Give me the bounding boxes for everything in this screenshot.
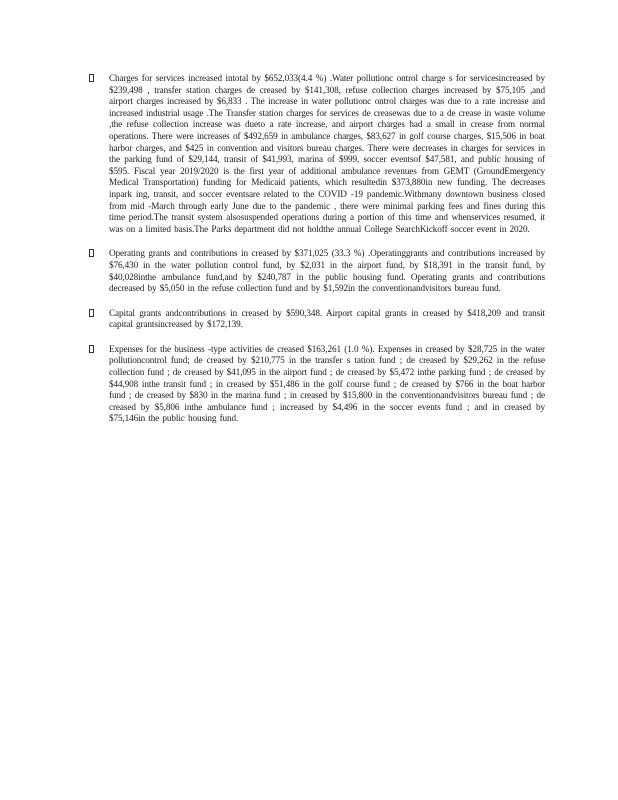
bullet-item-charges-for-services xyxy=(90,73,545,235)
bullet-marker-icon xyxy=(89,345,94,353)
paragraph-capital-grants: Capital grants andcontributions in creased by $590,348. Airport capital grants in creased by $418,209 and transit capital grantsincreased by $172,139. xyxy=(109,307,545,330)
bullet-list xyxy=(90,73,545,438)
bullet-item-operating-grants xyxy=(90,248,545,294)
bullet-item-expenses xyxy=(90,344,545,425)
bullet-item-capital-grants xyxy=(90,308,545,331)
bullet-marker-icon xyxy=(89,249,94,257)
paragraph-operating-grants: Operating grants and contributions in creased by $371,025 (33.3 %) .Operatinggrants and contributions increased by $76,430 in the water pollution control fund, by $2,031 in the airport fund, by $18,391 in the transit fund, by $40,028inthe ambulance fund,and by $240,787 in the public housing fund. Operating grants and contributions decreased by $5,050 in the refuse collection fund and by $1,592in the conventionandvisitors bureau fund. xyxy=(109,248,545,294)
paragraph-expenses: Expenses for the business -type activities de creased $163,261 (1.0 %). Expenses in creased by $28,725 in the water pollutioncontrol fund; de creased by $210,775 in the transfer s tation fund ; de creased by $29,262 in the refuse collection fund ; de creased by $41,095 in the airport fund ; de creased by $5,472 inthe parking fund ; de creased by $44,908 inthe transit fund ; in creased by $51,486 in the golf course fund ; de creased by $766 in the boat harbor fund ; de creased by $830 in the marina fund ; in creased by $15,800 in the conventionandvisitors bureau fund ; de creased by $5,806 inthe ambulance fund ; increased by $4,496 in the soccer events fund ; and in creased by $75,146in the public housing fund. xyxy=(109,343,545,424)
bullet-marker-icon xyxy=(89,74,94,82)
paragraph-charges-for-services: Charges for services increased intotal by $652,033(4.4 %) .Water pollutionc ontrol charge s for servicesincreased by $239,498 , transfer station charges de creased by $141,308, refuse collection charges increased by $75,105 ,and airport charges increased by $6,833 . The increase in water pollutionc ontrol charges was due to a rate increase and increased industrial usage .The Transfer station charges for services de creasewas due to a de crease in waste volume ,the refuse collection increase was dueto a rate increase, and airport charges had a small in crease from normal operations. There were increases of $492,659 in ambulance charges, $83,627 in golf course charges, $15,506 in boat harbor charges, and $425 in convention and visitors bureau charges. There were decreases in charges for services in the parking fund of $29,144, transit of $41,993, marina of $999, soccer eventsof $47,581, and public housing of $595. Fiscal year 2019/2020 is the first year of additional ambulance revenues from GEMT (GroundEmergency Medical Transportation) funding for Medicaid patients, which resultedin $373,880in new funding. The decreases inpark ing, transit, and soccer eventsare related to the COVID -19 pandemic.Withmany downtown business closed from mid -March through early June due to the pandemic , there were minimal parking fees and fines during this time period.The transit system alsosuspended operations during a portion of this time and whenservices resumed, it was on a limited basis.The Parks department did not holdthe annual College SearchKickoff soccer event in 2020. xyxy=(109,73,545,234)
bullet-marker-icon xyxy=(89,309,94,317)
